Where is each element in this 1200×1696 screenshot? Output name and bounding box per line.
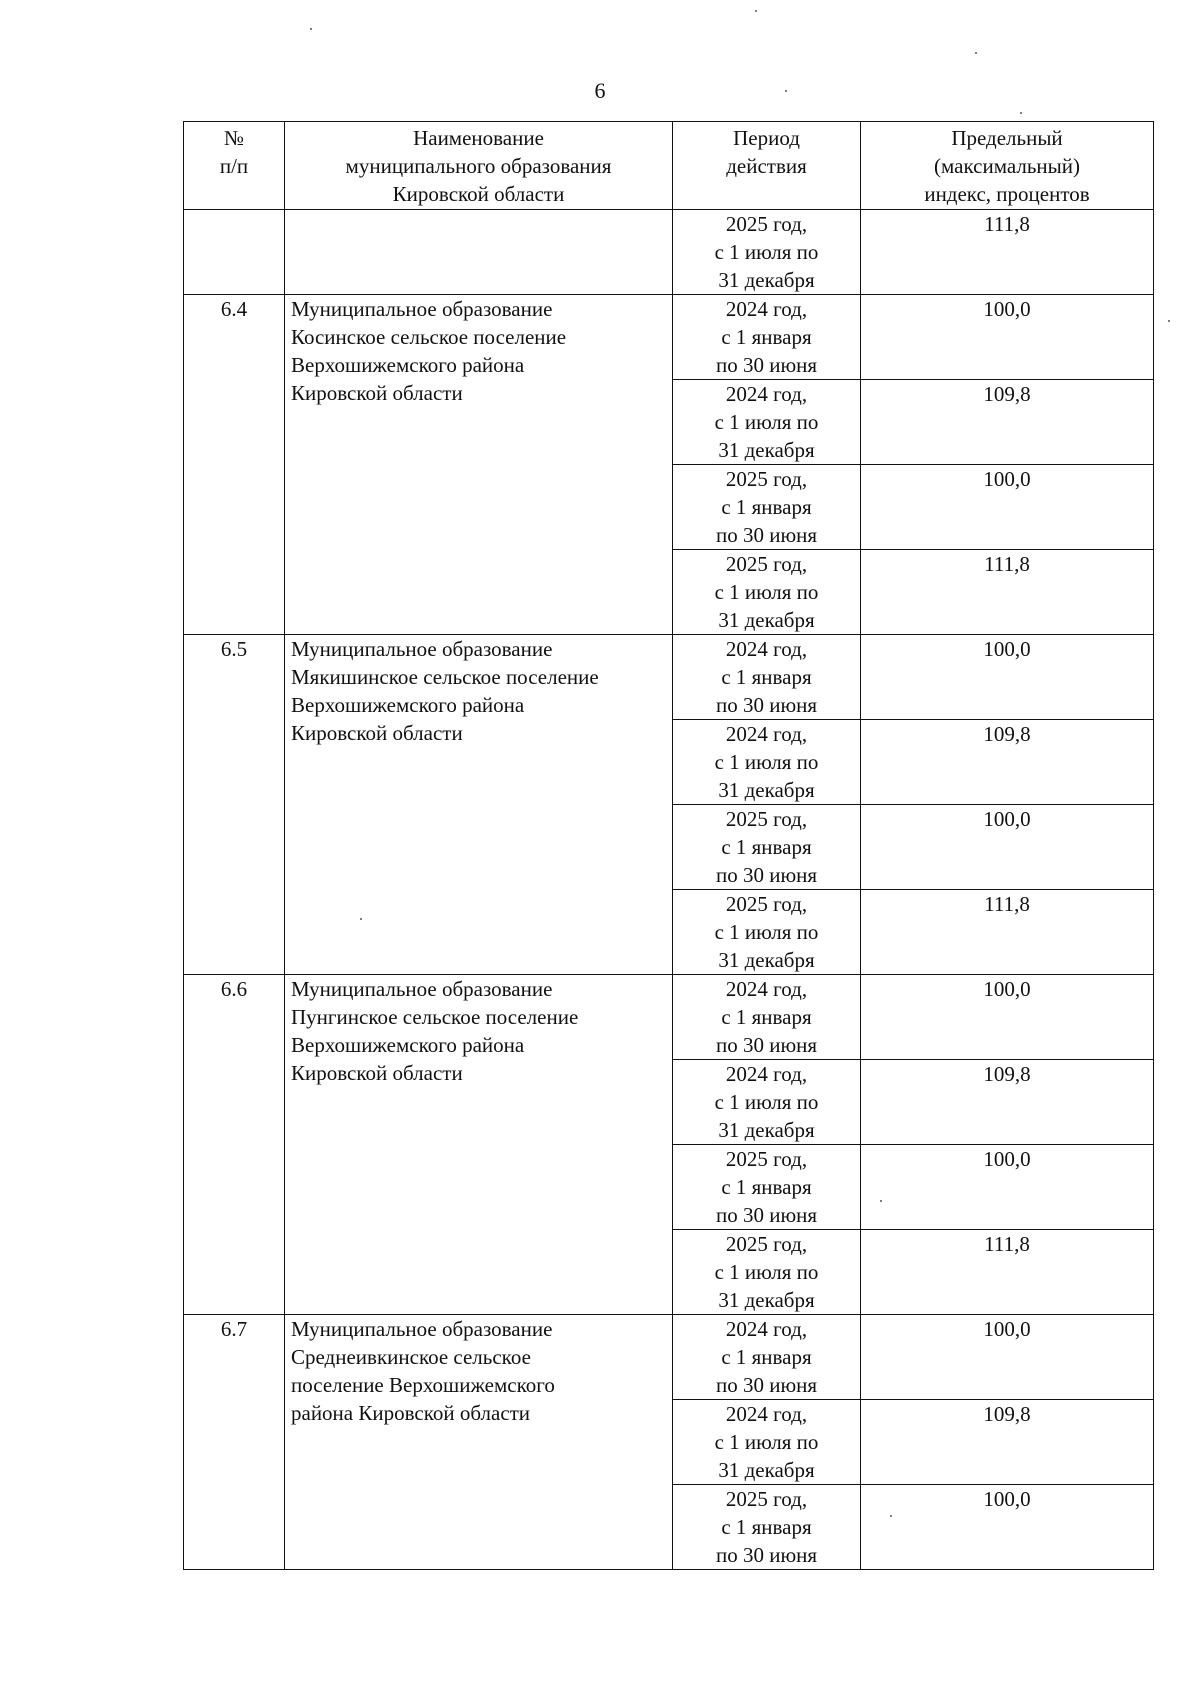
- tariff-index-table: [183, 121, 1154, 1570]
- municipality-name-empty: [285, 210, 673, 295]
- index-cell: 111,8: [861, 890, 1154, 975]
- municipality-name: Муниципальное образование Среднеивкинское сельское поселение Верхошижемского района Кировской области: [285, 1315, 673, 1570]
- table-row: [184, 635, 1154, 720]
- municipality-name: Муниципальное образование Пунгинское сельское поселение Верхошижемского района Кировской области: [285, 975, 673, 1315]
- table-row: [184, 295, 1154, 380]
- row-number-empty: [184, 210, 285, 295]
- scan-speck: [890, 1515, 892, 1517]
- index-cell: 100,0: [861, 1485, 1154, 1570]
- period-cell: 2024 год, с 1 июля по 31 декабря: [673, 720, 861, 805]
- period-cell: 2025 год, с 1 июля по 31 декабря: [673, 1230, 861, 1315]
- header-municipality-name: Наименование муниципального образования Кировской области: [285, 122, 673, 210]
- index-cell: 100,0: [861, 1315, 1154, 1400]
- scan-speck: [880, 1200, 882, 1202]
- row-number: 6.4: [184, 295, 285, 635]
- index-cell: 109,8: [861, 720, 1154, 805]
- header-number: № п/п: [184, 122, 285, 210]
- table-row: [184, 975, 1154, 1060]
- period-cell: 2024 год, с 1 июля по 31 декабря: [673, 1400, 861, 1485]
- table-row: [184, 1315, 1154, 1400]
- scan-speck: [360, 918, 362, 920]
- period-cell: 2025 год, с 1 января по 30 июня: [673, 1485, 861, 1570]
- period-cell: 2025 год, с 1 июля по 31 декабря: [673, 210, 861, 295]
- index-cell: 109,8: [861, 1400, 1154, 1485]
- index-cell: 109,8: [861, 1060, 1154, 1145]
- period-cell: 2025 год, с 1 января по 30 июня: [673, 805, 861, 890]
- period-cell: 2024 год, с 1 января по 30 июня: [673, 635, 861, 720]
- period-cell: 2025 год, с 1 января по 30 июня: [673, 465, 861, 550]
- period-cell: 2025 год, с 1 июля по 31 декабря: [673, 550, 861, 635]
- scan-speck: [755, 10, 757, 12]
- index-cell: 111,8: [861, 550, 1154, 635]
- period-cell: 2024 год, с 1 июля по 31 декабря: [673, 380, 861, 465]
- row-number: 6.6: [184, 975, 285, 1315]
- index-cell: 100,0: [861, 465, 1154, 550]
- index-cell: 109,8: [861, 380, 1154, 465]
- period-cell: 2025 год, с 1 июля по 31 декабря: [673, 890, 861, 975]
- period-cell: 2024 год, с 1 января по 30 июня: [673, 295, 861, 380]
- municipality-name: Муниципальное образование Косинское сельское поселение Верхошижемского района Кировской области: [285, 295, 673, 635]
- index-cell: 111,8: [861, 1230, 1154, 1315]
- header-max-index: Предельный (максимальный) индекс, процентов: [861, 122, 1154, 210]
- table-header-row: [184, 122, 1154, 210]
- scan-speck: [1168, 320, 1170, 322]
- index-cell: 100,0: [861, 635, 1154, 720]
- row-number: 6.7: [184, 1315, 285, 1570]
- index-cell: 111,8: [861, 210, 1154, 295]
- scan-speck: [310, 28, 312, 30]
- scan-speck: [1020, 112, 1022, 114]
- index-cell: 100,0: [861, 295, 1154, 380]
- index-cell: 100,0: [861, 975, 1154, 1060]
- index-cell: 100,0: [861, 805, 1154, 890]
- period-cell: 2024 год, с 1 января по 30 июня: [673, 1315, 861, 1400]
- scan-speck: [785, 90, 787, 92]
- period-cell: 2024 год, с 1 января по 30 июня: [673, 975, 861, 1060]
- period-cell: 2024 год, с 1 июля по 31 декабря: [673, 1060, 861, 1145]
- period-cell: 2025 год, с 1 января по 30 июня: [673, 1145, 861, 1230]
- scan-speck: [975, 52, 977, 54]
- page-number: 6: [594, 78, 606, 103]
- row-number: 6.5: [184, 635, 285, 975]
- header-period: Период действия: [673, 122, 861, 210]
- table-row: [184, 210, 1154, 295]
- index-cell: 100,0: [861, 1145, 1154, 1230]
- municipality-name: Муниципальное образование Мякишинское сельское поселение Верхошижемского района Кировской области: [285, 635, 673, 975]
- table-body: [184, 210, 1154, 1570]
